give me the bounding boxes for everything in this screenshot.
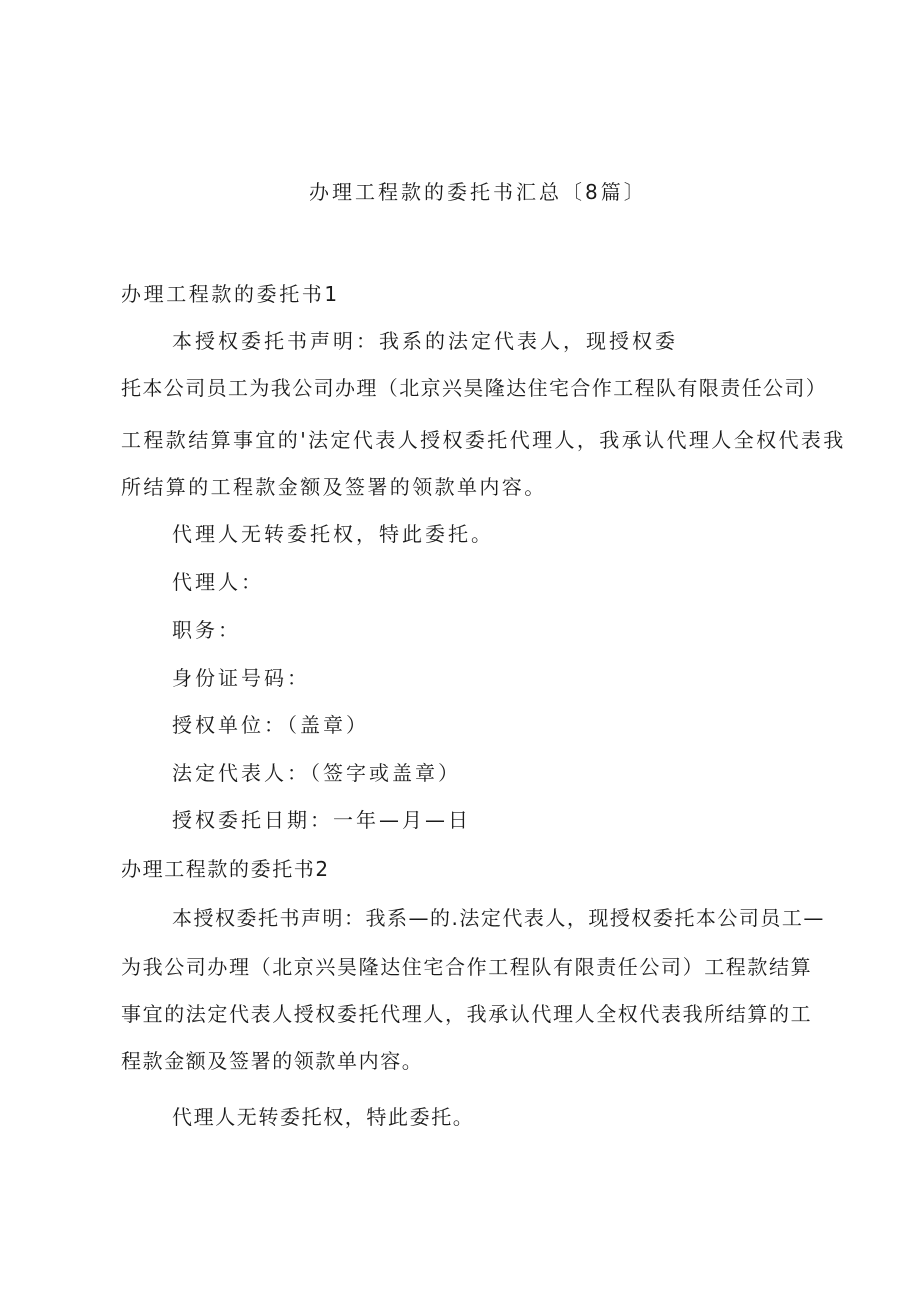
section-2-paragraph-line-4: 程款金额及签署的领款单内容。 — [121, 1049, 424, 1073]
section-1-paragraph-line-1: 本授权委托书声明：我系的法定代表人，现授权委 — [172, 329, 678, 353]
section-1-statement: 代理人无转委托权，特此委托。 — [172, 522, 494, 546]
field-authorization-date: 授权委托日期：一年—月—日 — [172, 808, 471, 832]
section-1-paragraph-line-3: 工程款结算事宜的'法定代表人授权委托代理人，我承认代理人全权代表我 — [121, 428, 846, 452]
field-authorizing-unit: 授权单位：（盖章） — [172, 713, 369, 737]
section-2-paragraph-line-1: 本授权委托书声明：我系—的.法定代表人，现授权委托本公司员工— — [172, 906, 825, 930]
field-id-number: 身份证号码： — [172, 666, 310, 690]
section-2-heading: 办理工程款的委托书2 — [121, 857, 330, 881]
section-2-statement: 代理人无转委托权，特此委托。 — [172, 1105, 475, 1129]
section-1-paragraph-line-4: 所结算的工程款金额及签署的领款单内容。 — [121, 475, 547, 499]
field-position: 职务： — [172, 618, 241, 642]
field-agent: 代理人： — [172, 570, 264, 594]
section-2-paragraph-line-3: 事宜的法定代表人授权委托代理人，我承认代理人全权代表我所结算的工 — [121, 1002, 813, 1026]
section-1-paragraph-line-2: 托本公司员工为我公司办理（北京兴昊隆达住宅合作工程队有限责任公司） — [121, 376, 828, 400]
document-title: 办理工程款的委托书汇总〔8篇〕 — [309, 180, 647, 204]
section-2-paragraph-line-2: 为我公司办理（北京兴昊隆达住宅合作工程队有限责任公司）工程款结算 — [121, 955, 813, 979]
section-1-heading: 办理工程款的委托书1 — [121, 282, 340, 306]
field-legal-representative: 法定代表人：（签字或盖章） — [172, 761, 461, 785]
